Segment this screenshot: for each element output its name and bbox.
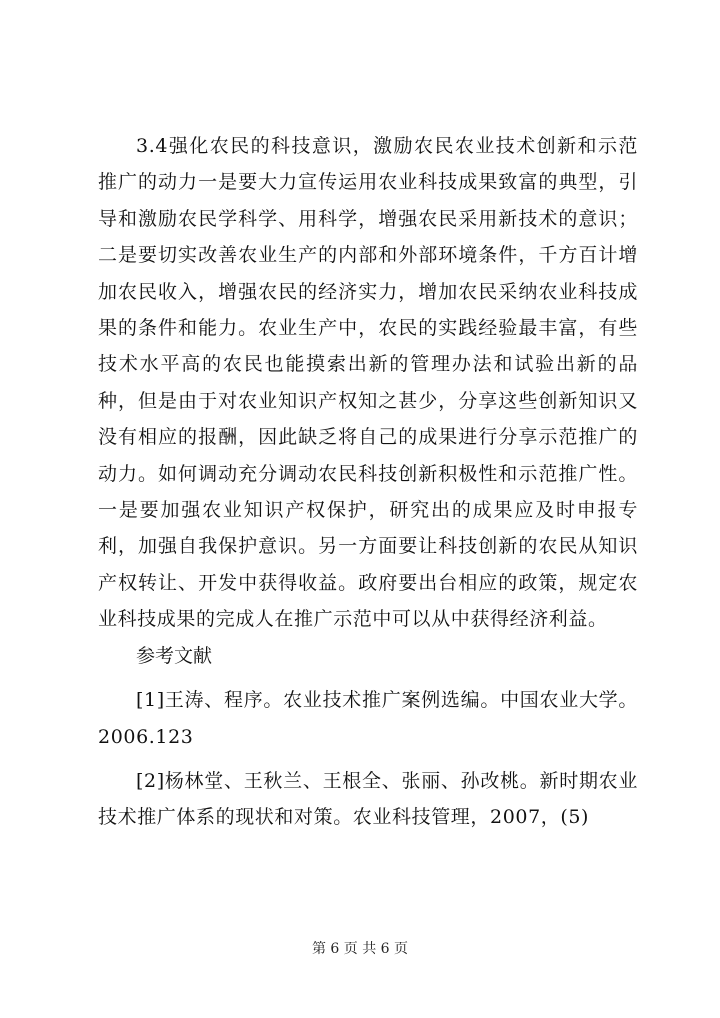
reference-item-2: [2]杨林堂、王秋兰、王根全、张丽、孙改桃。新时期农业技术推广体系的现状和对策。农业科技管理，2007，(5) — [98, 769, 638, 829]
references-heading: 参考文献 — [136, 644, 213, 667]
page-footer: 第 6 页 共 6 页 — [311, 941, 409, 957]
page-content — [98, 128, 638, 836]
reference-item-1: [1]王涛、程序。农业技术推广案例选编。中国农业大学。2006.123 — [98, 689, 638, 748]
body-paragraph: 3.4强化农民的科技意识，激励农民农业技术创新和示范推广的动力一是要大力宣传运用农业科技成果致富的典型，引导和激励农民学科学、用科学，增强农民采用新技术的意识；二是要切实改善农业生产的内部和外部环境条件，千方百计增加农民收入，增强农民的经济实力，增加农民采纳农业科技成果的条件和能力。农业生产中，农民的实践经验最丰富，有些技术水平高的农民也能摸索出新的管理办法和试验出新的品种，但是由于对农业知识产权知之甚少，分享这些创新知识又没有相应的报酬，因此缺乏将自己的成果进行分享示范推广的动力。如何调动充分调动农民科技创新积极性和示范推广性。一是要加强农业知识产权保护，研究出的成果应及时申报专利，加强自我保护意识。另一方面要让科技创新的农民从知识产权转让、开发中获得收益。政府要出台相应的政策，规定农业科技成果的完成人在推广示范中可以从中获得经济利益。 — [98, 135, 638, 631]
